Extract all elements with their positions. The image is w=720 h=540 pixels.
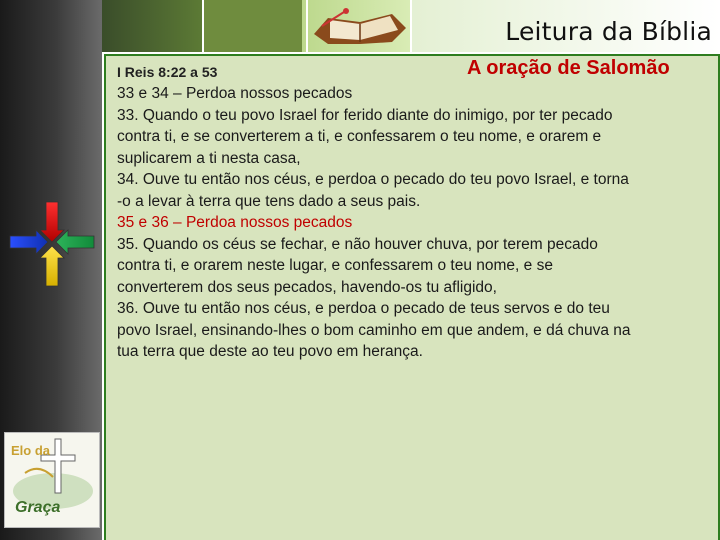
header-segment-mid: [202, 0, 302, 52]
scripture-line: tua terra que deste ao teu povo em herança.: [117, 343, 423, 360]
scripture-line: povo Israel, ensinando-lhes o bom caminho em que andem, e dá chuva na: [117, 321, 631, 339]
scripture-reference: I Reis 8:22 a 53: [117, 64, 218, 80]
scripture-line: 34. Ouve tu então nos céus, e perdoa o pecado do teu povo Israel, e torna: [117, 171, 629, 188]
scripture-line: 33. Quando o teu povo Israel for ferido diante do inimigo, por ter pecado: [117, 106, 613, 124]
section-heading: 35 e 36 – Perdoa nossos pecados: [117, 214, 353, 231]
scripture-line: 33 e 34 – Perdoa nossos pecados: [117, 85, 353, 102]
header-segment-dark: [102, 0, 202, 52]
scripture-line: 35. Quando os céus se fechar, e não houver chuva, por terem pecado: [117, 235, 598, 253]
scripture-line: -o a levar à terra que tens dado a seus pais.: [117, 192, 421, 210]
bible-icon: [308, 4, 412, 48]
logo-icon: [4, 432, 100, 528]
scripture-line: converterem dos seus pecados, havendo-os tu afligido,: [117, 278, 497, 296]
scripture-line: contra ti, e se converterem a ti, e confessarem o teu nome, e orarem e: [117, 128, 602, 145]
logo-text-bottom: Graça: [15, 499, 61, 516]
cross-arrows-icon: [8, 200, 98, 290]
scripture-text: [117, 83, 717, 363]
logo-text-top: Elo da: [11, 443, 51, 458]
scripture-line: contra ti, e orarem neste lugar, e confessarem o teu nome, e se: [117, 257, 553, 274]
page-title: Leitura da Bíblia: [505, 17, 712, 46]
scripture-line: suplicarem a ti nesta casa,: [117, 149, 301, 167]
slide-subtitle: A oração de Salomão: [467, 57, 670, 79]
header-divider: [202, 0, 204, 52]
scripture-line: 36. Ouve tu então nos céus, e perdoa o pecado de teus servos e do teu: [117, 300, 610, 317]
